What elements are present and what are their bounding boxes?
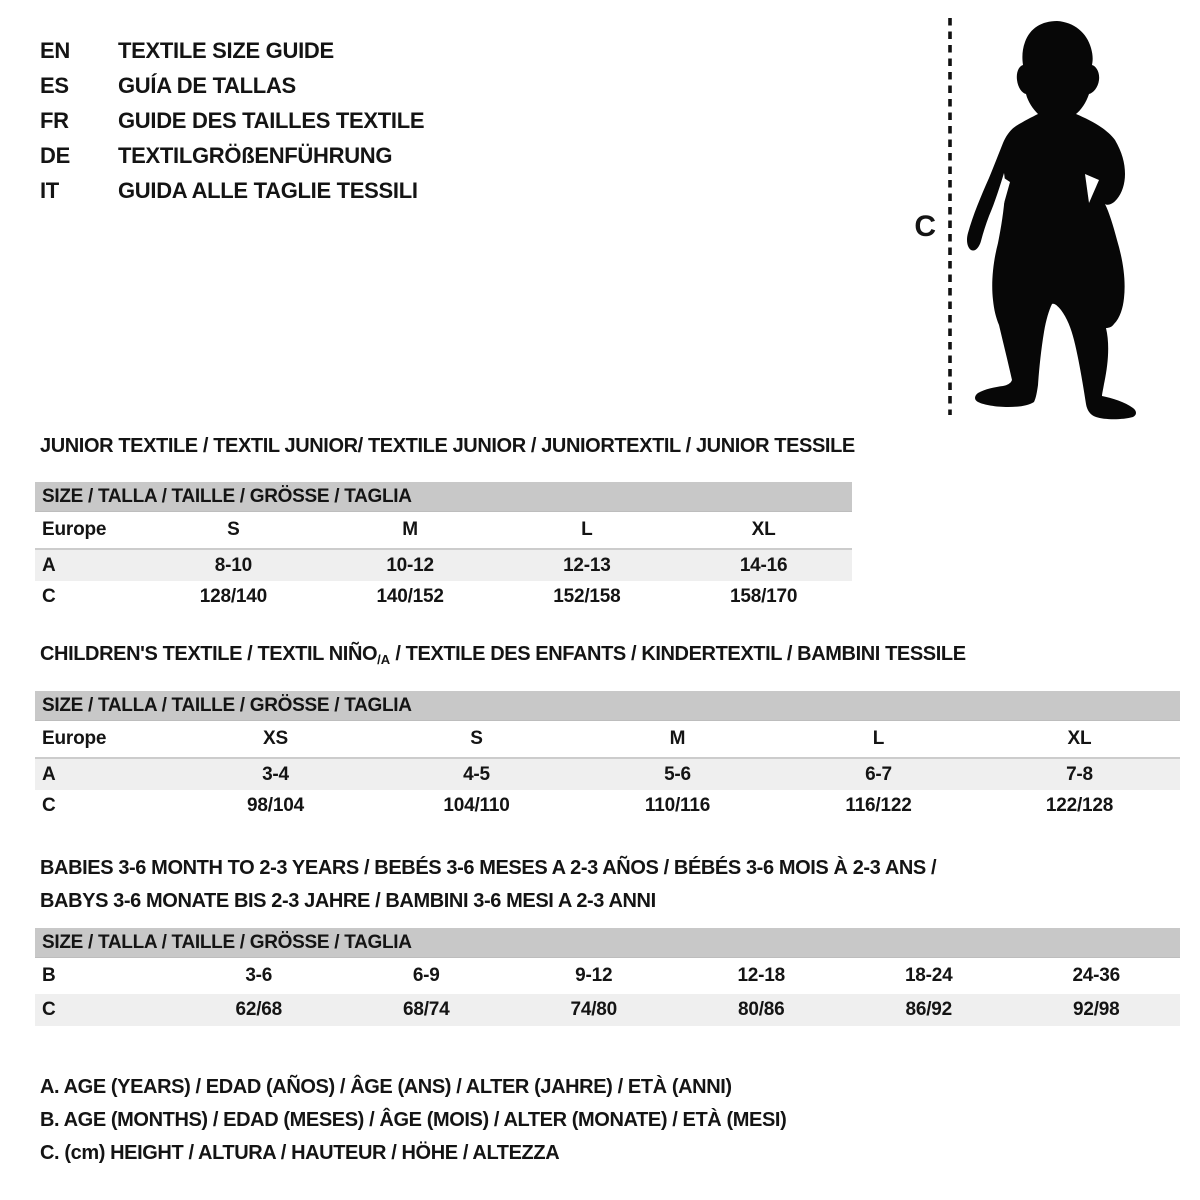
size-cell: XL: [751, 519, 776, 540]
lang-code: ES: [40, 72, 69, 98]
height-cell: 110/116: [644, 794, 711, 816]
row-label: Europe: [42, 728, 107, 749]
table-row-age: [35, 550, 852, 581]
months-cell: 6-9: [412, 965, 440, 986]
babies-heading: [35, 852, 1180, 918]
children-heading-sub: /A: [377, 652, 391, 667]
row-label: C: [42, 794, 56, 816]
height-cell: 116/122: [845, 794, 912, 816]
lang-code: EN: [40, 37, 70, 63]
age-cell: 14-16: [739, 554, 788, 576]
height-cell: 122/128: [1045, 794, 1114, 816]
lang-row-es: [40, 68, 424, 103]
size-cell: S: [227, 519, 240, 540]
months-cell: 24-36: [1072, 965, 1121, 986]
legend-age-years: A. AGE (YEARS) / EDAD (AÑOS) / ÂGE (ANS) / ALTER (JAHRE) / ETÀ (ANNI): [40, 1076, 732, 1098]
lang-title: GUÍA DE TALLAS: [118, 72, 296, 98]
height-cell: 104/110: [443, 794, 510, 816]
age-cell: 8-10: [214, 554, 252, 576]
height-cell: 74/80: [570, 999, 618, 1020]
junior-heading: JUNIOR TEXTILE / TEXTIL JUNIOR/ TEXTILE JUNIOR / JUNIORTEXTIL / JUNIOR TESSILE: [40, 435, 855, 457]
lang-title: GUIDE DES TAILLES TEXTILE: [118, 107, 425, 133]
babies-section: [35, 852, 1180, 1026]
legend-age-months: B. AGE (MONTHS) / EDAD (MESES) / ÂGE (MOIS) / ALTER (MONATE) / ETÀ (MESI): [40, 1109, 787, 1131]
size-cell: M: [402, 519, 418, 540]
children-heading: [35, 643, 1180, 667]
row-label: C: [42, 585, 56, 607]
table-row-age: [35, 759, 1180, 790]
lang-code: IT: [40, 177, 59, 203]
babies-size-table: [35, 928, 1180, 1026]
height-cell: 98/104: [247, 794, 304, 816]
height-cell: 152/158: [553, 585, 621, 607]
months-cell: 12-18: [737, 965, 786, 986]
height-cell: 128/140: [199, 585, 268, 607]
row-label: Europe: [42, 519, 107, 540]
height-measure-label: C: [914, 210, 936, 243]
height-cell: 62/68: [235, 999, 283, 1020]
junior-size-table: [35, 482, 852, 612]
row-label: A: [42, 763, 56, 785]
months-cell: 3-6: [245, 965, 273, 986]
table-row-height: [35, 790, 1180, 821]
lang-title: GUIDA ALLE TAGLIE TESSILI: [118, 177, 418, 203]
row-label: C: [42, 999, 56, 1020]
size-cell: S: [470, 728, 483, 749]
height-cell: 68/74: [402, 999, 450, 1020]
children-heading-post: / TEXTILE DES ENFANTS / KINDERTEXTIL / BAMBINI TESSILE: [390, 643, 966, 665]
junior-section: [35, 435, 855, 612]
size-band: SIZE / TALLA / TAILLE / GRÖSSE / TAGLIA: [35, 691, 1180, 721]
legend-height-cm: C. (cm) HEIGHT / ALTURA / HAUTEUR / HÖHE / ALTEZZA: [40, 1142, 560, 1164]
height-cell: 158/170: [729, 585, 798, 607]
size-band: SIZE / TALLA / TAILLE / GRÖSSE / TAGLIA: [35, 482, 852, 512]
children-section: [35, 643, 1180, 821]
age-cell: 3-4: [262, 763, 289, 785]
legend-block: [40, 1071, 786, 1170]
age-cell: 5-6: [664, 763, 691, 785]
age-cell: 7-8: [1066, 763, 1093, 785]
lang-row-de: [40, 138, 424, 173]
size-cell: XS: [263, 728, 288, 749]
height-cell: 92/98: [1072, 999, 1120, 1020]
row-label: B: [42, 965, 56, 986]
table-row-months: [35, 958, 1180, 994]
age-cell: 10-12: [386, 554, 434, 576]
lang-code: DE: [40, 142, 70, 168]
row-label: A: [42, 554, 56, 576]
age-cell: 12-13: [563, 554, 611, 576]
months-cell: 9-12: [575, 965, 613, 986]
lang-title: TEXTILGRÖßENFÜHRUNG: [118, 142, 393, 168]
lang-title: TEXTILE SIZE GUIDE: [118, 37, 334, 63]
lang-row-it: [40, 173, 424, 208]
lang-code: FR: [40, 107, 69, 133]
height-cell: 140/152: [376, 585, 444, 607]
lang-row-fr: [40, 103, 424, 138]
size-cell: L: [581, 519, 593, 540]
size-band: SIZE / TALLA / TAILLE / GRÖSSE / TAGLIA: [35, 928, 1180, 958]
size-cell: M: [669, 728, 686, 749]
toddler-silhouette: [967, 21, 1136, 419]
months-cell: 18-24: [904, 965, 953, 986]
table-row-height: [35, 581, 852, 612]
children-size-table: [35, 691, 1180, 821]
height-cell: 86/92: [905, 999, 953, 1020]
table-row-europe: [35, 512, 852, 550]
table-row-height: [35, 994, 1180, 1026]
size-cell: L: [872, 728, 885, 749]
lang-row-en: [40, 33, 424, 68]
toddler-silhouette-figure: [930, 8, 1150, 428]
table-row-europe: [35, 721, 1180, 759]
language-title-block: [40, 33, 424, 208]
age-cell: 6-7: [865, 763, 892, 785]
height-cell: 80/86: [737, 999, 785, 1020]
babies-heading-line2: BABYS 3-6 MONATE BIS 2-3 JAHRE / BAMBINI 3-6 MESI A 2-3 ANNI: [40, 890, 656, 912]
size-cell: XL: [1067, 728, 1092, 749]
babies-heading-line1: BABIES 3-6 MONTH TO 2-3 YEARS / BEBÉS 3-6 MESES A 2-3 AÑOS / BÉBÉS 3-6 MOIS À 2-3 ANS /: [40, 857, 937, 879]
age-cell: 4-5: [463, 763, 490, 785]
children-heading-pre: CHILDREN'S TEXTILE / TEXTIL NIÑO: [40, 643, 378, 665]
